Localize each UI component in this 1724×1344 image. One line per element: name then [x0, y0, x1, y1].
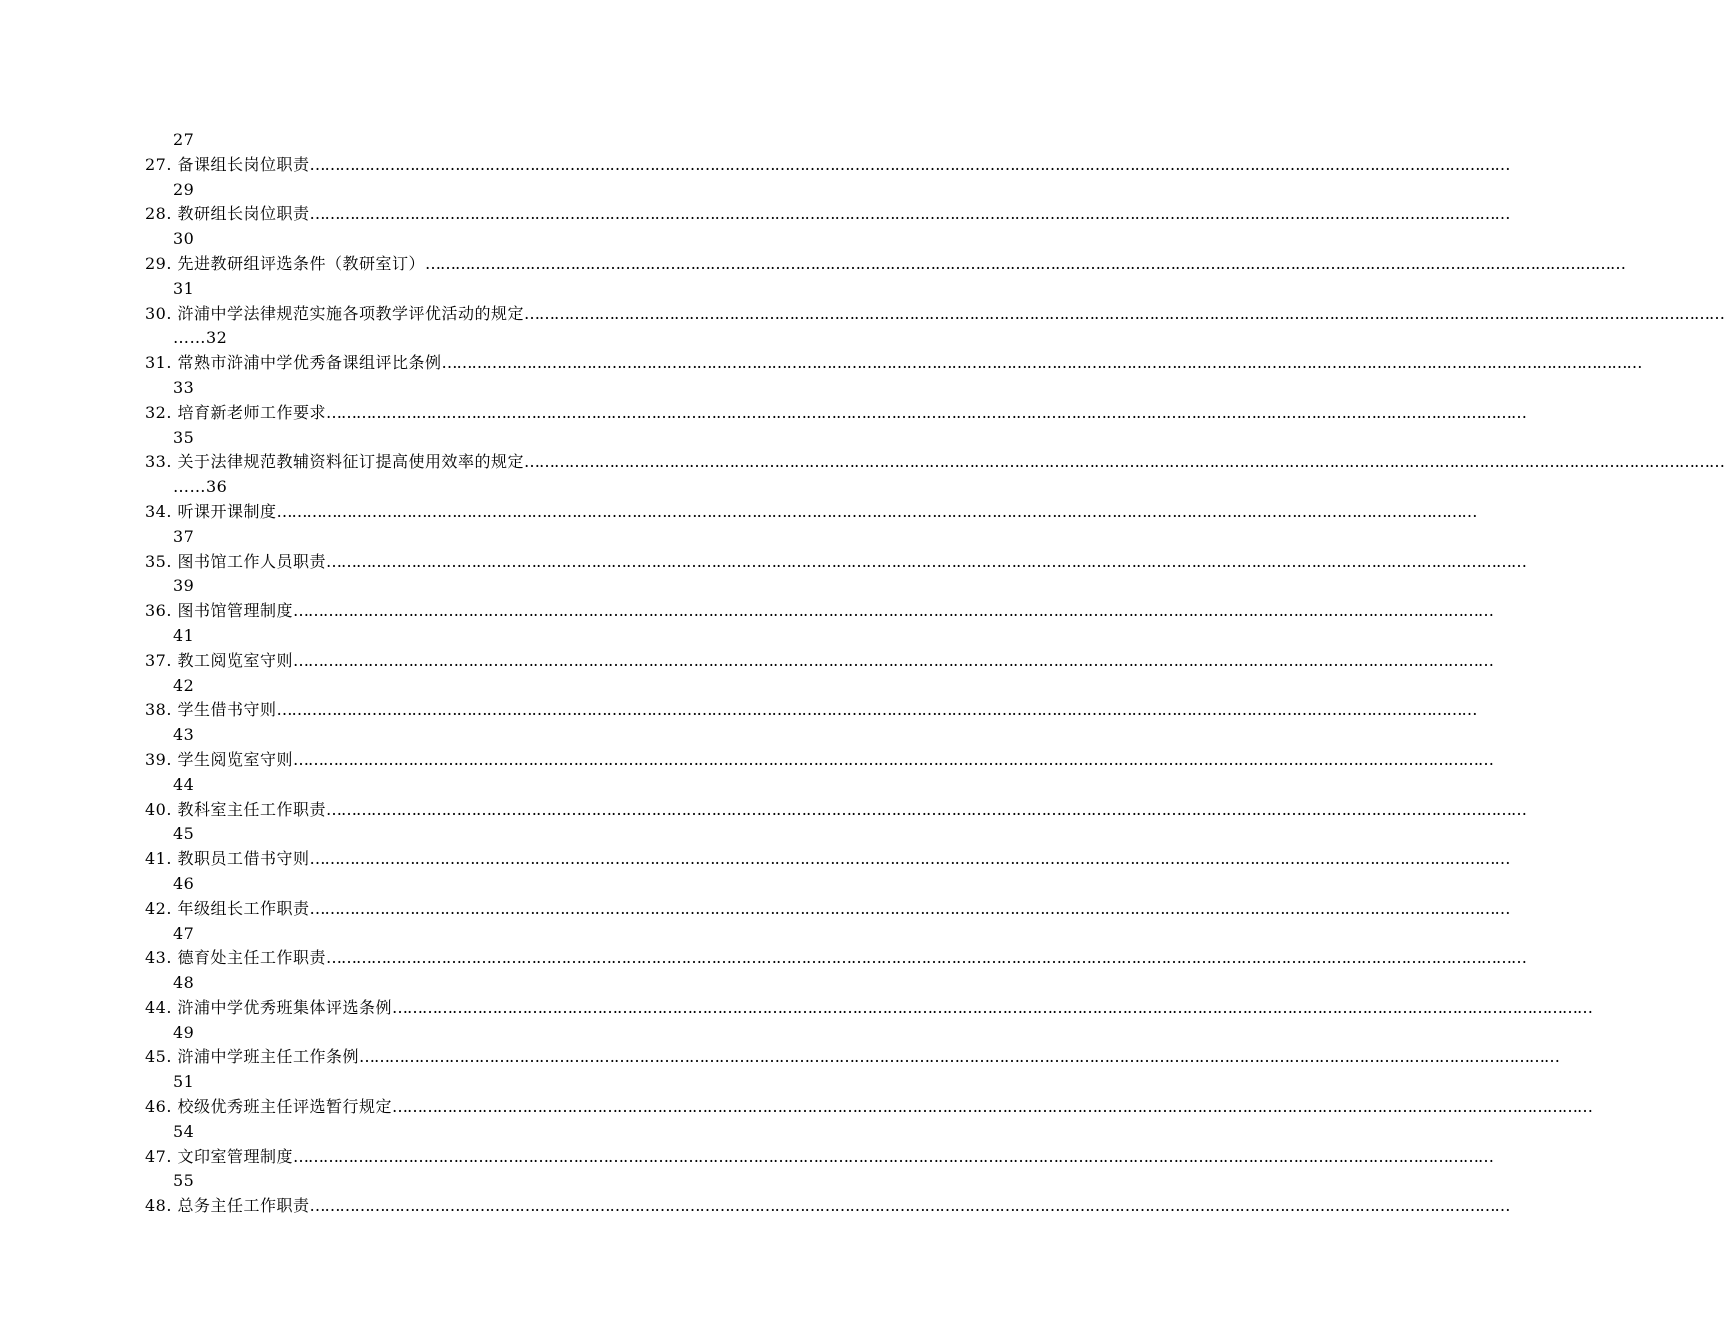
toc-leader-dots: …………………………………………………………………………………………………………………………………………………………………………………………………………………… — [392, 997, 1593, 1017]
toc-page-number-line — [145, 1169, 805, 1194]
toc-entry-title: 29. 先进教研组评选条件（教研室订） — [145, 253, 426, 273]
toc-page-number-line — [145, 326, 805, 351]
toc-leader-dots: …………………………………………………………………………………………………………………………………………………………………………………………………………………… — [276, 501, 1477, 521]
toc-page-number: 44 — [173, 774, 195, 794]
toc-leader-dots: …………………………………………………………………………………………………………………………………………………………………………………………………………………… — [441, 353, 1642, 373]
toc-page-number-line — [145, 822, 805, 847]
toc-page-number: 41 — [173, 625, 195, 645]
toc-leader-dots: …………………………………………………………………………………………………………………………………………………………………………………………………………………… — [359, 1047, 1560, 1067]
toc-page-number-line — [145, 1021, 805, 1046]
toc-entry[interactable] — [145, 202, 1510, 227]
toc-page-number-line — [145, 872, 805, 897]
toc-page-number: 54 — [173, 1121, 195, 1141]
toc-entry[interactable] — [145, 996, 1593, 1021]
toc-entry[interactable] — [145, 1145, 1494, 1170]
toc-leader-dots: …………………………………………………………………………………………………………………………………………………………………………………………………………………… — [293, 1146, 1494, 1166]
toc-page-number-line — [145, 723, 805, 748]
toc-entry-title: 30. 浒浦中学法律规范实施各项教学评优活动的规定 — [145, 303, 525, 323]
toc-leader-dots: …………………………………………………………………………………………………………………………………………………………………………………………………………………… — [309, 204, 1510, 224]
toc-page-number-line — [145, 574, 805, 599]
toc-page-number: 27 — [173, 130, 195, 149]
toc-page-number-line — [145, 1070, 805, 1095]
toc-leader-dots: …………………………………………………………………………………………………………………………………………………………………………………………………………………… — [524, 303, 1724, 323]
toc-page-number-line — [145, 426, 805, 451]
toc-entry-title: 33. 关于法律规范教辅资料征订提高使用效率的规定 — [145, 452, 525, 472]
toc-page-number-line — [145, 922, 805, 947]
toc-entry[interactable] — [145, 550, 1527, 575]
toc-entry[interactable] — [145, 500, 1477, 525]
toc-page-number-line — [145, 971, 805, 996]
toc-page-number: 43 — [173, 725, 195, 745]
toc-leader-dots: …………………………………………………………………………………………………………………………………………………………………………………………………………………… — [309, 849, 1510, 869]
toc-page-number-line — [145, 674, 805, 699]
toc-page-number: 48 — [173, 973, 195, 993]
toc-entry[interactable] — [145, 351, 1642, 376]
toc-page-number-line — [145, 277, 805, 302]
toc-entry-title: 39. 学生阅览室守则 — [145, 749, 294, 769]
toc-page-number: 39 — [173, 576, 195, 596]
toc-leader-dots: …………………………………………………………………………………………………………………………………………………………………………………………………………………… — [326, 402, 1527, 422]
toc-entry-title: 38. 学生借书守则 — [145, 700, 277, 720]
toc-page-number: 49 — [173, 1022, 195, 1042]
toc-entry[interactable] — [145, 153, 1510, 178]
toc-entry-title: 42. 年级组长工作职责 — [145, 898, 310, 918]
toc-page-number: 35 — [173, 427, 195, 447]
toc-entry[interactable] — [145, 1194, 1510, 1219]
toc-entry[interactable] — [145, 897, 1510, 922]
toc-page-number-line — [145, 475, 805, 500]
toc-entry[interactable] — [145, 401, 1527, 426]
toc-entry[interactable] — [145, 252, 1626, 277]
toc-entry-title: 37. 教工阅览室守则 — [145, 650, 294, 670]
table-of-contents — [145, 128, 1724, 1219]
toc-entry[interactable] — [145, 599, 1494, 624]
toc-entry-title: 44. 浒浦中学优秀班集体评选条例 — [145, 997, 393, 1017]
toc-entry-title: 41. 教职员工借书守则 — [145, 849, 310, 869]
toc-leader-dots: …………………………………………………………………………………………………………………………………………………………………………………………………………………… — [392, 1097, 1593, 1117]
toc-page-number: 45 — [173, 824, 195, 844]
toc-leader-dots: …………………………………………………………………………………………………………………………………………………………………………………………………………………… — [524, 452, 1724, 472]
toc-entry[interactable] — [145, 946, 1527, 971]
toc-page-number-line — [145, 227, 805, 252]
toc-leader-dots: …………………………………………………………………………………………………………………………………………………………………………………………………………………… — [326, 799, 1527, 819]
toc-entry[interactable] — [145, 649, 1494, 674]
toc-leader-dots: …………………………………………………………………………………………………………………………………………………………………………………………………………………… — [309, 154, 1510, 174]
toc-entry-title: 28. 教研组长岗位职责 — [145, 204, 310, 224]
toc-page-number-line — [145, 1120, 805, 1145]
toc-entry[interactable] — [145, 798, 1527, 823]
toc-page-number: 30 — [173, 229, 195, 249]
toc-page-number: 55 — [173, 1171, 195, 1191]
toc-page-number: 31 — [173, 278, 195, 298]
toc-leader-dots: …………………………………………………………………………………………………………………………………………………………………………………………………………………… — [309, 898, 1510, 918]
toc-leader-dots: …………………………………………………………………………………………………………………………………………………………………………………………………………………… — [293, 650, 1494, 670]
toc-entry[interactable] — [145, 1095, 1593, 1120]
toc-entry-title: 48. 总务主任工作职责 — [145, 1196, 310, 1216]
toc-page-number: 42 — [173, 675, 195, 695]
toc-entry[interactable] — [145, 748, 1494, 773]
toc-entry[interactable] — [145, 1045, 1560, 1070]
toc-page-number-line — [145, 773, 805, 798]
toc-page-number-line — [145, 624, 805, 649]
toc-entry-title: 27. 备课组长岗位职责 — [145, 154, 310, 174]
toc-leader-dots: …………………………………………………………………………………………………………………………………………………………………………………………………………………… — [309, 1196, 1510, 1216]
toc-entry-title: 36. 图书馆管理制度 — [145, 601, 294, 621]
toc-entry-title: 35. 图书馆工作人员职责 — [145, 551, 327, 571]
toc-page-number: 46 — [173, 873, 195, 893]
toc-page-number: 33 — [173, 377, 195, 397]
toc-page-number-line — [145, 376, 805, 401]
toc-entry-title: 46. 校级优秀班主任评选暂行规定 — [145, 1097, 393, 1117]
toc-page-number: ……36 — [173, 477, 228, 497]
toc-page-number-line — [145, 178, 805, 203]
toc-entry[interactable] — [145, 302, 1724, 327]
toc-entry-title: 47. 文印室管理制度 — [145, 1146, 294, 1166]
toc-page-number: 51 — [173, 1072, 195, 1092]
toc-entry-title: 34. 听课开课制度 — [145, 501, 277, 521]
toc-entry-title: 40. 教科室主任工作职责 — [145, 799, 327, 819]
toc-entry-title: 31. 常熟市浒浦中学优秀备课组评比条例 — [145, 353, 442, 373]
toc-entry-title: 32. 培育新老师工作要求 — [145, 402, 327, 422]
toc-entry-title: 45. 浒浦中学班主任工作条例 — [145, 1047, 360, 1067]
toc-entry-title: 43. 德育处主任工作职责 — [145, 948, 327, 968]
toc-page-number: 29 — [173, 179, 195, 199]
toc-leader-dots: …………………………………………………………………………………………………………………………………………………………………………………………………………………… — [293, 749, 1494, 769]
toc-leader-dots: …………………………………………………………………………………………………………………………………………………………………………………………………………………… — [425, 253, 1626, 273]
toc-leader-dots: …………………………………………………………………………………………………………………………………………………………………………………………………………………… — [276, 700, 1477, 720]
toc-page-number-line — [145, 525, 805, 550]
toc-entry[interactable] — [145, 698, 1477, 723]
toc-leader-dots: …………………………………………………………………………………………………………………………………………………………………………………………………………………… — [326, 948, 1527, 968]
toc-page-number: ……32 — [173, 328, 228, 348]
toc-leader-dots: …………………………………………………………………………………………………………………………………………………………………………………………………………………… — [326, 551, 1527, 571]
toc-page-number: 47 — [173, 923, 195, 943]
toc-entry[interactable] — [145, 847, 1510, 872]
toc-page-number: 37 — [173, 526, 195, 546]
toc-page-number-line — [145, 128, 805, 153]
toc-leader-dots: …………………………………………………………………………………………………………………………………………………………………………………………………………………… — [293, 601, 1494, 621]
toc-entry[interactable] — [145, 450, 1724, 475]
